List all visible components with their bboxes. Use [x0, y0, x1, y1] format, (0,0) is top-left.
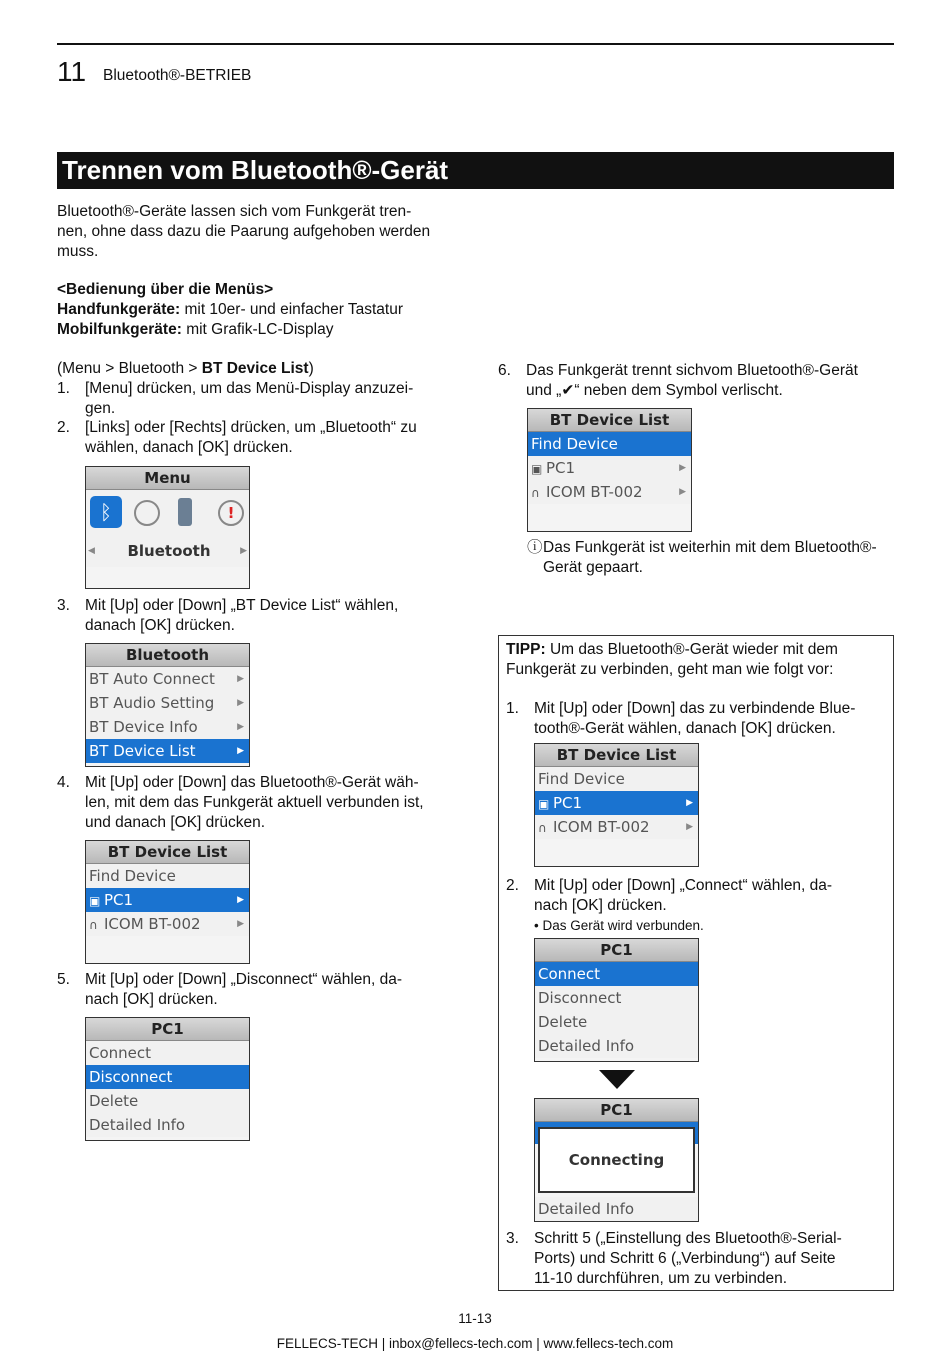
left-arrow-icon: ◀ — [88, 546, 95, 556]
list-item: Find Device — [86, 864, 249, 888]
alert-icon: ! — [218, 500, 244, 526]
tip-label: TIPP: — [506, 641, 546, 658]
screen-title: PC1 — [86, 1018, 249, 1041]
step-4: 4. Mit [Up] oder [Down] das Bluetooth®-Gerät wäh- len, mit dem das Funkgerät aktuell verbunden ist, und danach [OK] drücken. — [57, 774, 424, 831]
handheld-value: mit 10er- und einfacher Tastatur — [184, 301, 404, 318]
info-note: ⓘ Das Funkgerät ist weiterhin mit dem Bluetooth®- Gerät gepaart. — [527, 539, 877, 576]
list-item: ∩ ICOM BT-002 ▶ — [86, 912, 249, 936]
menu-selected-label: ◀ Bluetooth ▶ — [86, 535, 249, 567]
pc-icon: ▣ — [538, 797, 550, 811]
list-item-selected: ▣ PC1 ▶ — [86, 888, 249, 912]
step-3: 3. Mit [Up] oder [Down] „BT Device List“ wählen, danach [OK] drücken. — [57, 597, 399, 634]
pc1-screen-connect — [534, 938, 699, 1062]
headset-icon: ∩ — [89, 918, 98, 932]
list-item-selected: BT Device List ▶ — [86, 739, 249, 763]
screen-title: BT Device List — [528, 409, 691, 432]
mobile-value: mit Grafik-LC-Display — [186, 321, 334, 338]
list-item-selected: ▣ PC1 ▶ — [535, 791, 698, 815]
intro-text — [57, 202, 477, 262]
list-item: BT Device Info ▶ — [86, 715, 249, 739]
menu-path: (Menu > Bluetooth > BT Device List) — [57, 360, 314, 377]
handheld-label: Handfunkgeräte: — [57, 301, 181, 318]
chapter-number: 11 — [57, 56, 87, 87]
step-2: 2. [Links] oder [Rechts] drücken, um „Bluetooth“ zu wählen, danach [OK] drücken. — [57, 419, 417, 456]
radio-icon — [178, 498, 192, 526]
list-item-selected: Find Device — [528, 432, 691, 456]
list-item: Delete — [535, 1010, 698, 1034]
pc-icon: ▣ — [531, 462, 543, 476]
list-item: BT Audio Setting ▶ — [86, 691, 249, 715]
list-item-selected: Disconnect — [86, 1065, 249, 1089]
pc1-screen-connecting — [534, 1098, 699, 1222]
tip-intro: TIPP: Um das Bluetooth®-Gerät wieder mit dem Funkgerät zu verbinden, geht man wie folgt vor: — [506, 641, 838, 678]
headset-icon: ∩ — [538, 821, 547, 835]
list-item: Connect — [86, 1041, 249, 1065]
pc-check-icon: ▣ — [89, 894, 101, 908]
operation-block — [57, 280, 477, 340]
list-item: Disconnect — [535, 986, 698, 1010]
menu-screen — [85, 466, 250, 589]
info-icon: ⓘ — [527, 539, 543, 556]
footer-text: FELLECS-TECH | inbox@fellecs-tech.com | www.fellecs-tech.com — [276, 1336, 674, 1351]
list-item: ∩ ICOM BT-002 ▶ — [535, 815, 698, 839]
bluetooth-icon: ᛒ — [90, 496, 122, 528]
list-item: Detailed Info — [86, 1113, 249, 1137]
screen-title: BT Device List — [86, 841, 249, 864]
tip-step-1: 1. Mit [Up] oder [Down] das zu verbindende Blue- tooth®-Gerät wählen, danach [OK] drücken. — [506, 700, 856, 737]
step-6: 6. Das Funkgerät trennt sichvom Bluetooth®-Gerät und „✔“ neben dem Symbol verlischt. — [498, 362, 858, 399]
device-list-screen-2 — [527, 408, 692, 532]
device-list-screen-3 — [534, 743, 699, 867]
screen-title: PC1 — [535, 939, 698, 962]
tip-step-3: 3. Schritt 5 („Einstellung des Bluetooth®-Serial- Ports) und Schritt 6 („Verbindung“) auf Seite 11-10 durchführen, um zu verbinden. — [506, 1230, 842, 1287]
screen-title: Bluetooth — [86, 644, 249, 667]
screen-title: BT Device List — [535, 744, 698, 767]
headset-icon: ∩ — [531, 486, 540, 500]
header-rule — [57, 43, 894, 45]
bluetooth-screen — [85, 643, 250, 767]
list-item: Detailed Info — [535, 1034, 698, 1058]
step-5: 5. Mit [Up] oder [Down] „Disconnect“ wählen, da- nach [OK] drücken. — [57, 971, 403, 1008]
screen-title: Menu — [86, 467, 249, 490]
clock-icon — [134, 500, 160, 526]
list-item: Delete — [86, 1089, 249, 1113]
chapter-title: Bluetooth®-BETRIEB — [103, 67, 252, 84]
down-arrow-icon — [599, 1070, 635, 1089]
intro-line: nen, ohne dass dazu die Paarung aufgehoben werden — [57, 223, 431, 240]
intro-line: muss. — [57, 243, 99, 260]
screen-title: PC1 — [535, 1099, 698, 1122]
section-title-banner — [57, 152, 894, 189]
step-1: 1. [Menu] drücken, um das Menü-Display anzuzei- gen. — [57, 380, 414, 417]
list-item: ∩ ICOM BT-002 ▶ — [528, 480, 691, 504]
list-item-selected: Connect — [535, 962, 698, 986]
list-item: ▣ PC1 ▶ — [528, 456, 691, 480]
list-item: Detailed Info — [535, 1197, 698, 1221]
operation-heading: <Bedienung über die Menüs> — [57, 281, 274, 298]
right-arrow-icon: ▶ — [240, 546, 247, 556]
pc1-screen-disconnect — [85, 1017, 250, 1141]
section-title: Trennen vom Bluetooth®-Gerät — [62, 155, 449, 185]
list-item: Find Device — [535, 767, 698, 791]
connecting-popup: Connecting — [538, 1127, 695, 1193]
mobile-label: Mobilfunkgeräte: — [57, 321, 182, 338]
list-item: BT Auto Connect ▶ — [86, 667, 249, 691]
tip-step-2: 2. Mit [Up] oder [Down] „Connect“ wählen, da- nach [OK] drücken. • Das Gerät wird verbunden. — [506, 877, 833, 933]
menu-icon-row — [86, 490, 249, 535]
page-number: 11-13 — [458, 1311, 492, 1326]
device-list-screen-1 — [85, 840, 250, 964]
intro-line: Bluetooth®-Geräte lassen sich vom Funkgerät tren- — [57, 203, 412, 220]
